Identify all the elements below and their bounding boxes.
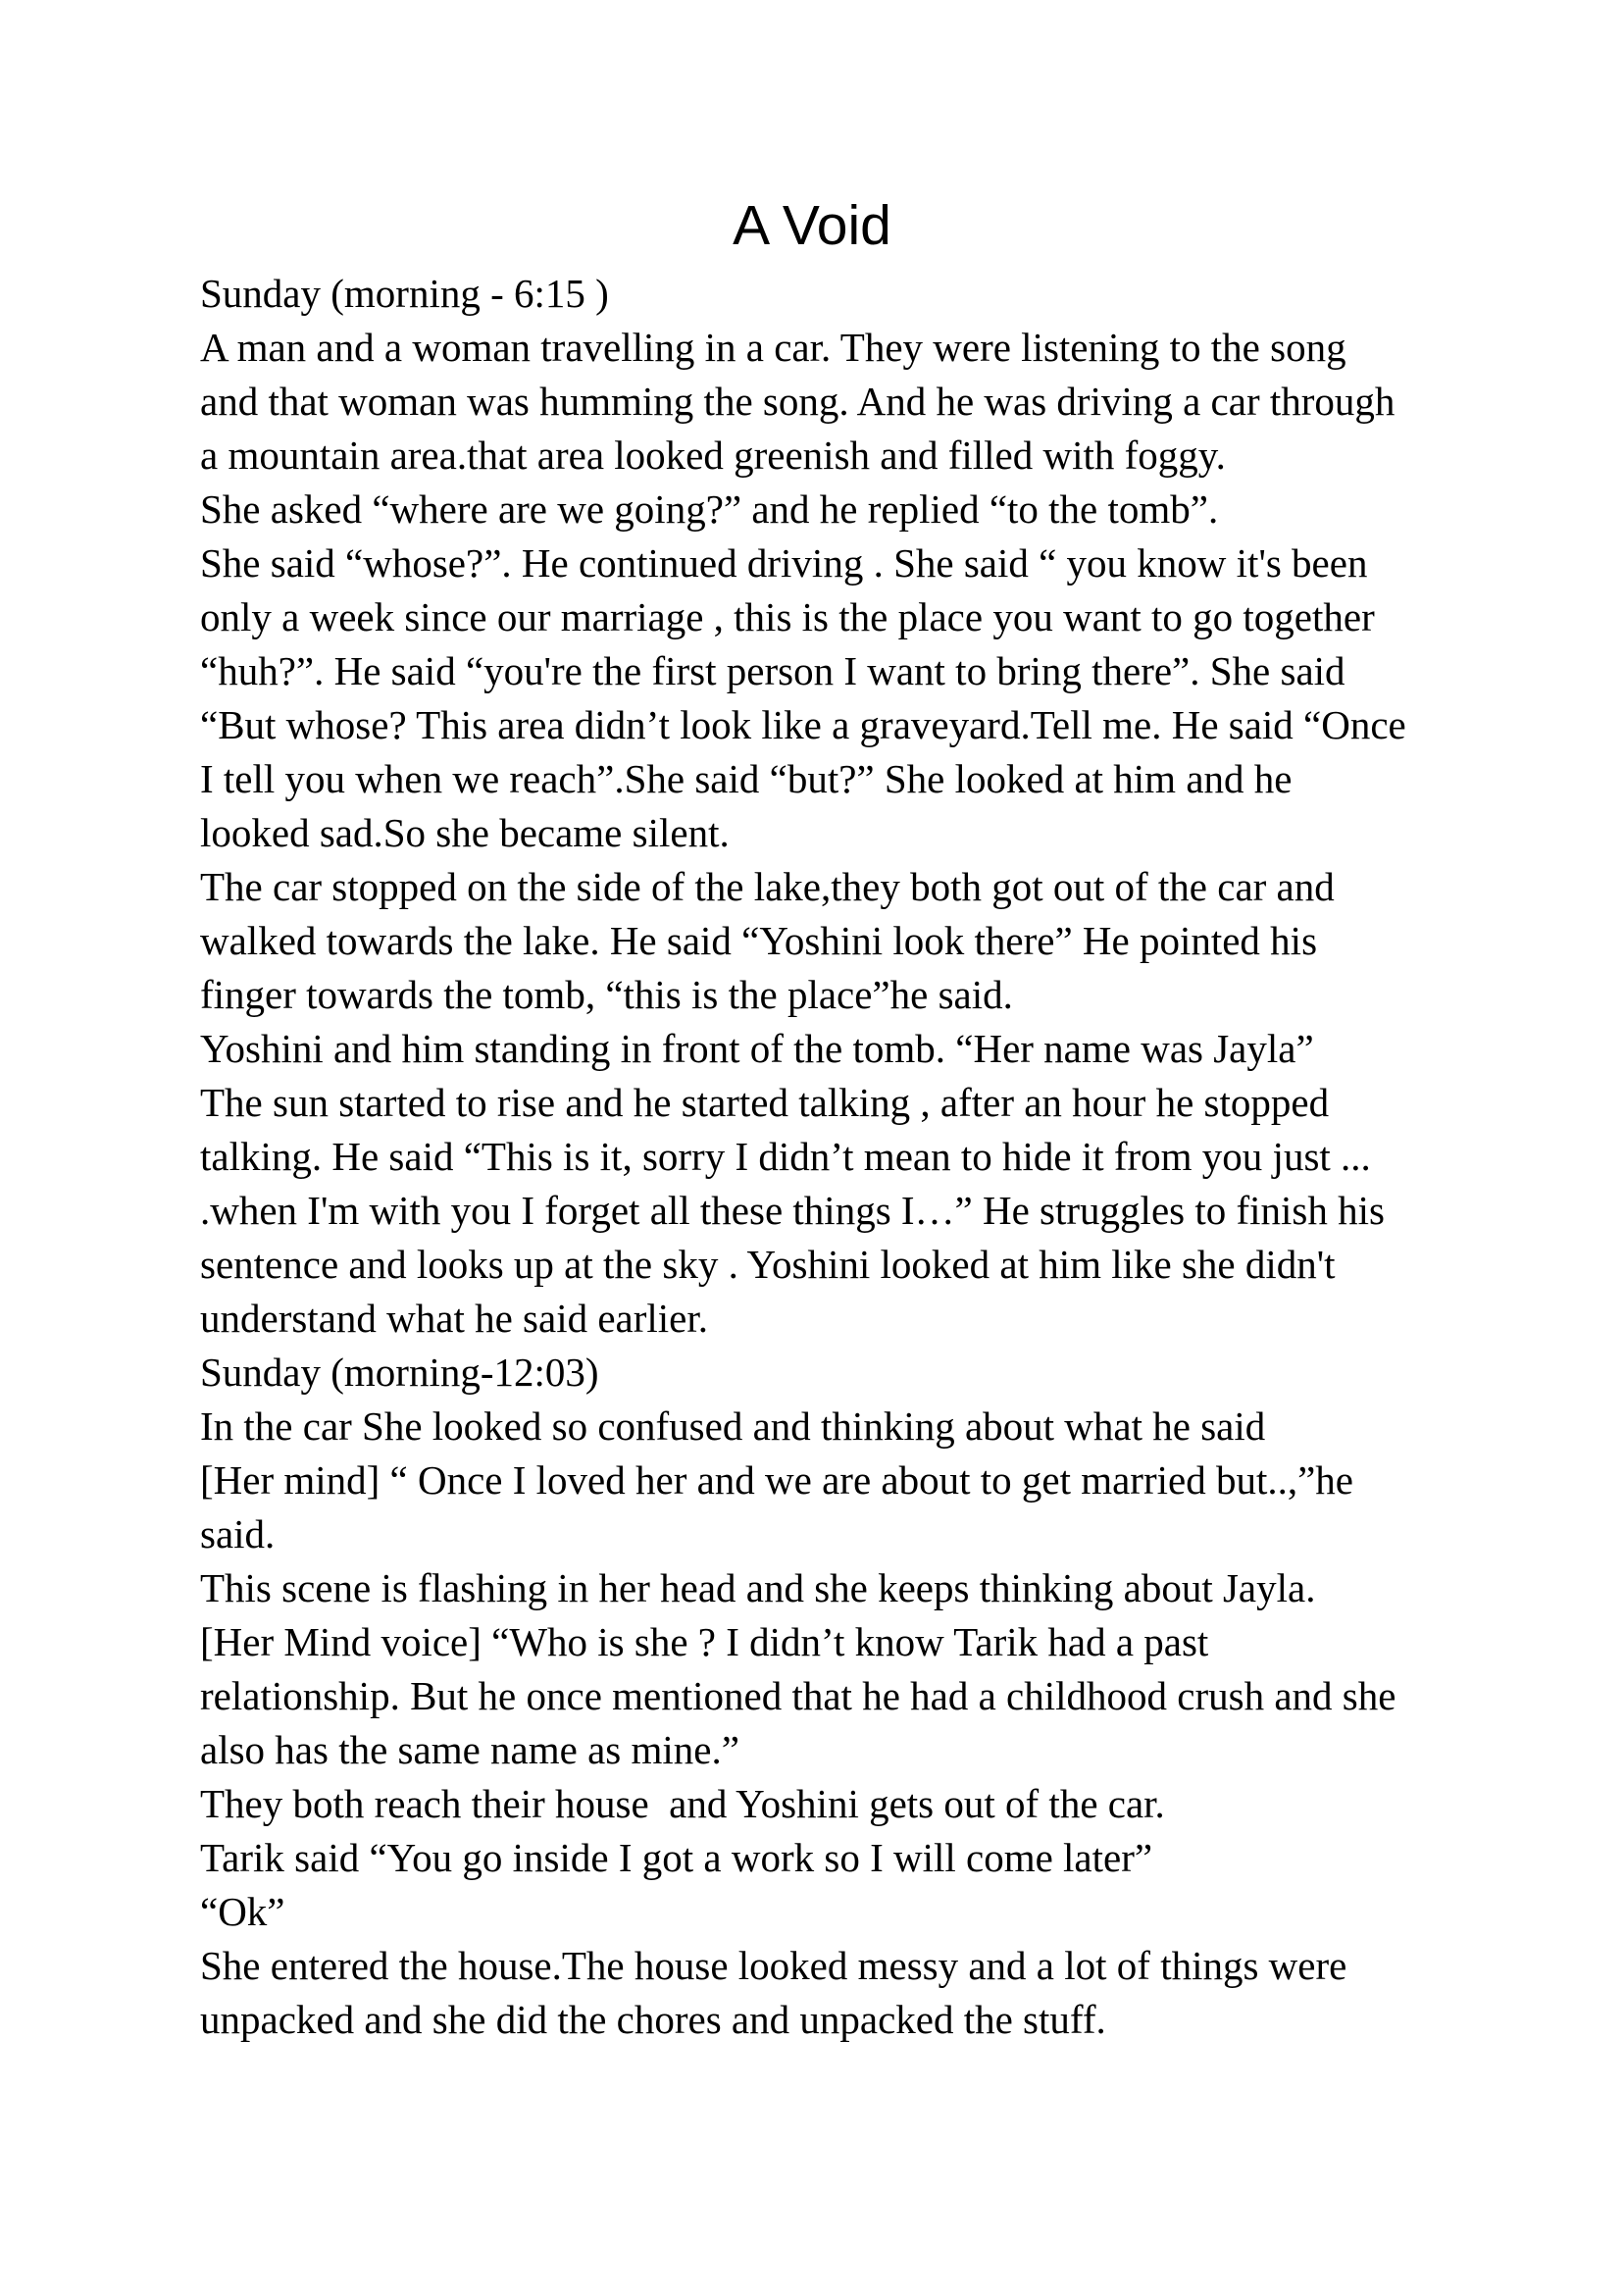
text-line: walked towards the lake. He said “Yoshini look there” He pointed his [200, 918, 1318, 963]
text-line: She entered the house.The house looked messy and a lot of things were [200, 1943, 1347, 1988]
text-line: relationship. But he once mentioned that he had a childhood crush and she [200, 1673, 1396, 1718]
text-line: finger towards the tomb, “this is the place”he said. [200, 972, 1013, 1017]
text-line: a mountain area.that area looked greenish and filled with foggy. [200, 433, 1226, 478]
text-line: Sunday (morning - 6:15 ) [200, 271, 609, 316]
text-line: The sun started to rise and he started talking , after an hour he stopped [200, 1080, 1330, 1125]
text-line: This scene is flashing in her head and she keeps thinking about Jayla. [200, 1565, 1316, 1610]
text-line: looked sad.So she became silent. [200, 810, 730, 855]
text-line: Tarik said “You go inside I got a work so I will come later” [200, 1835, 1153, 1880]
text-line: Yoshini and him standing in front of the tomb. “Her name was Jayla” [200, 1026, 1314, 1071]
text-line: “But whose? This area didn’t look like a graveyard.Tell me. He said “Once [200, 702, 1406, 747]
text-line: A man and a woman travelling in a car. They were listening to the song [200, 325, 1346, 370]
text-line: “huh?”. He said “you're the first person I want to bring there”. She said [200, 648, 1345, 693]
text-line: said. [200, 1511, 276, 1556]
text-line: and that woman was humming the song. And he was driving a car through [200, 379, 1396, 424]
text-line: unpacked and she did the chores and unpacked the stuff. [200, 1997, 1106, 2042]
document-title: A Void [733, 194, 891, 257]
text-line: “Ok” [200, 1889, 285, 1934]
text-line: also has the same name as mine.” [200, 1727, 739, 1772]
text-line: I tell you when we reach”.She said “but?” She looked at him and he [200, 756, 1293, 801]
text-line: [Her Mind voice] “Who is she ? I didn’t know Tarik had a past [200, 1619, 1209, 1664]
text-line: .when I'm with you I forget all these things I…” He struggles to finish his [200, 1188, 1385, 1233]
text-line: They both reach their house and Yoshini gets out of the car. [200, 1781, 1165, 1826]
text-line: talking. He said “This is it, sorry I didn’t mean to hide it from you just ... [200, 1134, 1371, 1179]
text-line: She asked “where are we going?” and he replied “to the tomb”. [200, 486, 1219, 532]
text-line: only a week since our marriage , this is the place you want to go together [200, 594, 1375, 639]
text-line: The car stopped on the side of the lake,they both got out of the car and [200, 864, 1335, 909]
text-line: [Her mind] “ Once I loved her and we are about to get married but..,”he [200, 1457, 1353, 1503]
document-body [200, 267, 1475, 2047]
text-line: Sunday (morning-12:03) [200, 1350, 599, 1395]
text-line: She said “whose?”. He continued driving . She said “ you know it's been [200, 540, 1368, 586]
text-line: understand what he said earlier. [200, 1296, 709, 1341]
text-line: sentence and looks up at the sky . Yoshini looked at him like she didn't [200, 1242, 1336, 1287]
text-line: In the car She looked so confused and thinking about what he said [200, 1403, 1266, 1449]
